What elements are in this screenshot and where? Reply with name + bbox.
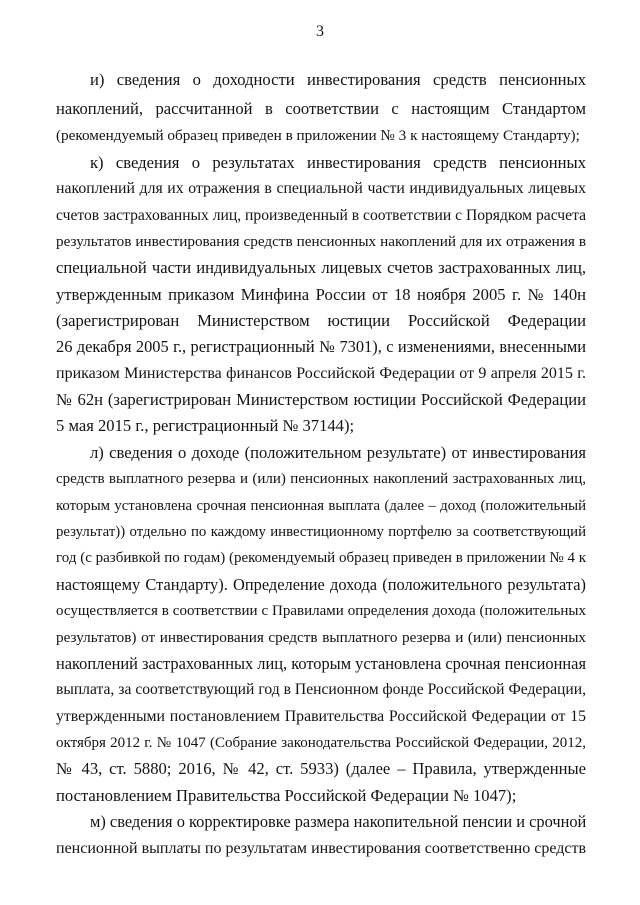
text-line: счетов застрахованных лиц, произведенный в соответствии с Порядком расчета — [56, 207, 586, 224]
text-line: которым установлена срочная пенсионная выплата (далее – доход (положительный — [56, 498, 586, 514]
text-line: № 43, ст. 5880; 2016, № 42, ст. 5933) (далее – Правила, утвержденные — [56, 759, 586, 778]
text-line: 26 декабря 2005 г., регистрационный № 7301), с изменениями, внесенными — [56, 337, 586, 356]
text-line: накоплений, рассчитанной в соответствии с настоящим Стандартом — [56, 99, 586, 118]
text-line: к) сведения о результатах инвестирования средств пенсионных — [90, 153, 586, 172]
text-line: утвержденным приказом Минфина России от 18 ноября 2005 г. № 140н — [56, 285, 586, 304]
text-line: м) сведения о корректировке размера накопительной пенсии и срочной — [90, 812, 587, 831]
text-line: пенсионной выплаты по результатам инвестирования соответственно средств — [56, 840, 586, 857]
text-line: (зарегистрирован Министерством юстиции Российской Федерации — [56, 311, 586, 330]
text-line: осуществляется в соответствии с Правилами определения дохода (положительных — [56, 603, 586, 619]
text-line: октября 2012 г. № 1047 (Собрание законодательства Российской Федерации, 2012, — [56, 735, 586, 751]
text-line: результатов) от инвестирования средств выплатного резерва и (или) пенсионных — [56, 629, 586, 646]
text-line: настоящему Стандарту). Определение дохода (положительного результата) — [56, 575, 586, 594]
text-line: (рекомендуемый образец приведен в приложении № 3 к настоящему Стандарту); — [56, 127, 580, 144]
text-line: средств выплатного резерва и (или) пенсионных накоплений застрахованных лиц, — [56, 471, 586, 487]
text-line: накоплений для их отражения в специальной части индивидуальных лицевых — [56, 180, 586, 197]
text-line: выплата, за соответствующий год в Пенсионном фонде Российской Федерации, — [56, 681, 586, 698]
text-line: год (с разбивкой по годам) (рекомендуемый образец приведен в приложении № 4 к — [56, 550, 586, 566]
text-line: постановлением Правительства Российской Федерации № 1047); — [56, 786, 517, 805]
text-line: результатов инвестирования средств пенсионных накоплений для их отражения в — [56, 233, 586, 250]
text-line: № 62н (зарегистрирован Министерством юстиции Российской Федерации — [56, 390, 586, 409]
text-line: 5 мая 2015 г., регистрационный № 37144); — [56, 416, 355, 435]
text-line: утвержденными постановлением Правительства Российской Федерации от 15 — [56, 708, 586, 725]
text-line: приказом Министерства финансов Российской Федерации от 9 апреля 2015 г. — [56, 365, 586, 382]
text-line: и) сведения о доходности инвестирования средств пенсионных — [90, 70, 586, 89]
page-number: 3 — [316, 23, 324, 40]
text-line: результат)) отдельно по каждому инвестиционному портфелю за соответствующий — [56, 524, 586, 540]
text-line: накоплений застрахованных лиц, которым установлена срочная пенсионная — [56, 654, 586, 673]
text-line: специальной части индивидуальных лицевых счетов застрахованных лиц, — [56, 258, 586, 277]
text-line: л) сведения о доходе (положительном результате) от инвестирования — [90, 443, 586, 462]
